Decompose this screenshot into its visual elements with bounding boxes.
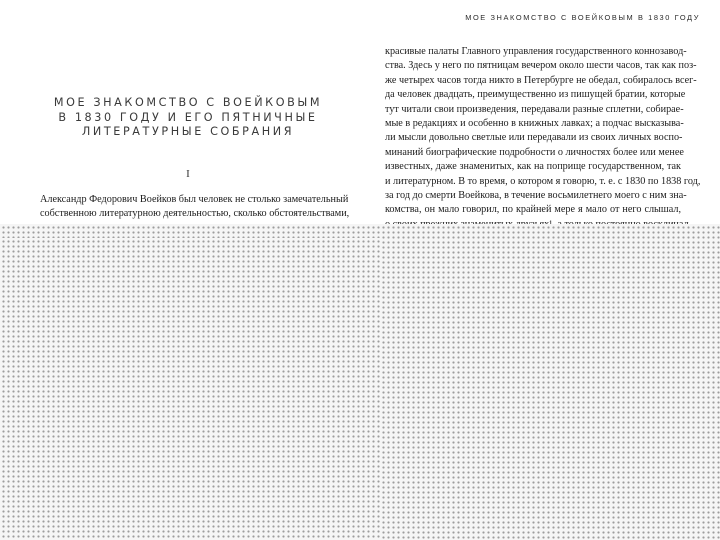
chapter-title (40, 96, 336, 140)
text-line: и литературном. В то время, о котором я говорю, т. е. с 1830 по 1838 год, (385, 175, 701, 187)
text-line: красивые палаты Главного управления государственного коннозавод- (385, 46, 687, 57)
chapter-title-line: МОЕ ЗНАКОМСТВО С ВОЕЙКОВЫМ (53, 96, 323, 109)
dotted-mask-overlay-left (0, 238, 380, 540)
text-line: же четырех часов тогда никто в Петербурге не обедал, собиралось всег- (385, 74, 697, 86)
section-number: I (186, 168, 190, 180)
text-line: собственною литературною деятельностью, сколько обстоятельствами, (40, 208, 350, 220)
chapter-title-line: В 1830 ГОДУ И ЕГО ПЯТНИЧНЫЕ (58, 110, 318, 124)
text-line: ли мысли довольно светлые или передавали из своих личных воспо- (385, 132, 683, 144)
text-line: минаний биографические подробности о личностях более или менее (385, 146, 684, 158)
chapter-title-line: ЛИТЕРАТУРНЫЕ СОБРАНИЯ (81, 125, 295, 138)
right-column-text (385, 45, 701, 237)
text-line: ства. Здесь у него по пятницам вечером около шести часов, так как поз- (385, 60, 697, 72)
text-line: Александр Федорович Воейков был человек не столько замечательный (40, 194, 349, 205)
text-line: за год до смерти Воейкова, в течение восьмилетнего моего с ним зна- (385, 189, 687, 201)
text-line: мые в редакциях и особенно в книжных лавках; а подчас высказыва- (385, 117, 684, 129)
running-head: МОЕ ЗНАКОМСТВО С ВОЕЙКОВЫМ В 1830 ГОДУ (465, 13, 700, 22)
text-line: комства, он мало говорил, по крайней мере я мало от него слышал, (385, 204, 681, 216)
text-line: тут читали свои произведения, передавали разные сплетни, собирае- (385, 103, 684, 115)
text-line: да человек двадцать, преимущественно из пишущей братии, которые (385, 89, 686, 101)
text-line: известных, даже знаменитых, как на поприще государственном, так (385, 161, 681, 173)
